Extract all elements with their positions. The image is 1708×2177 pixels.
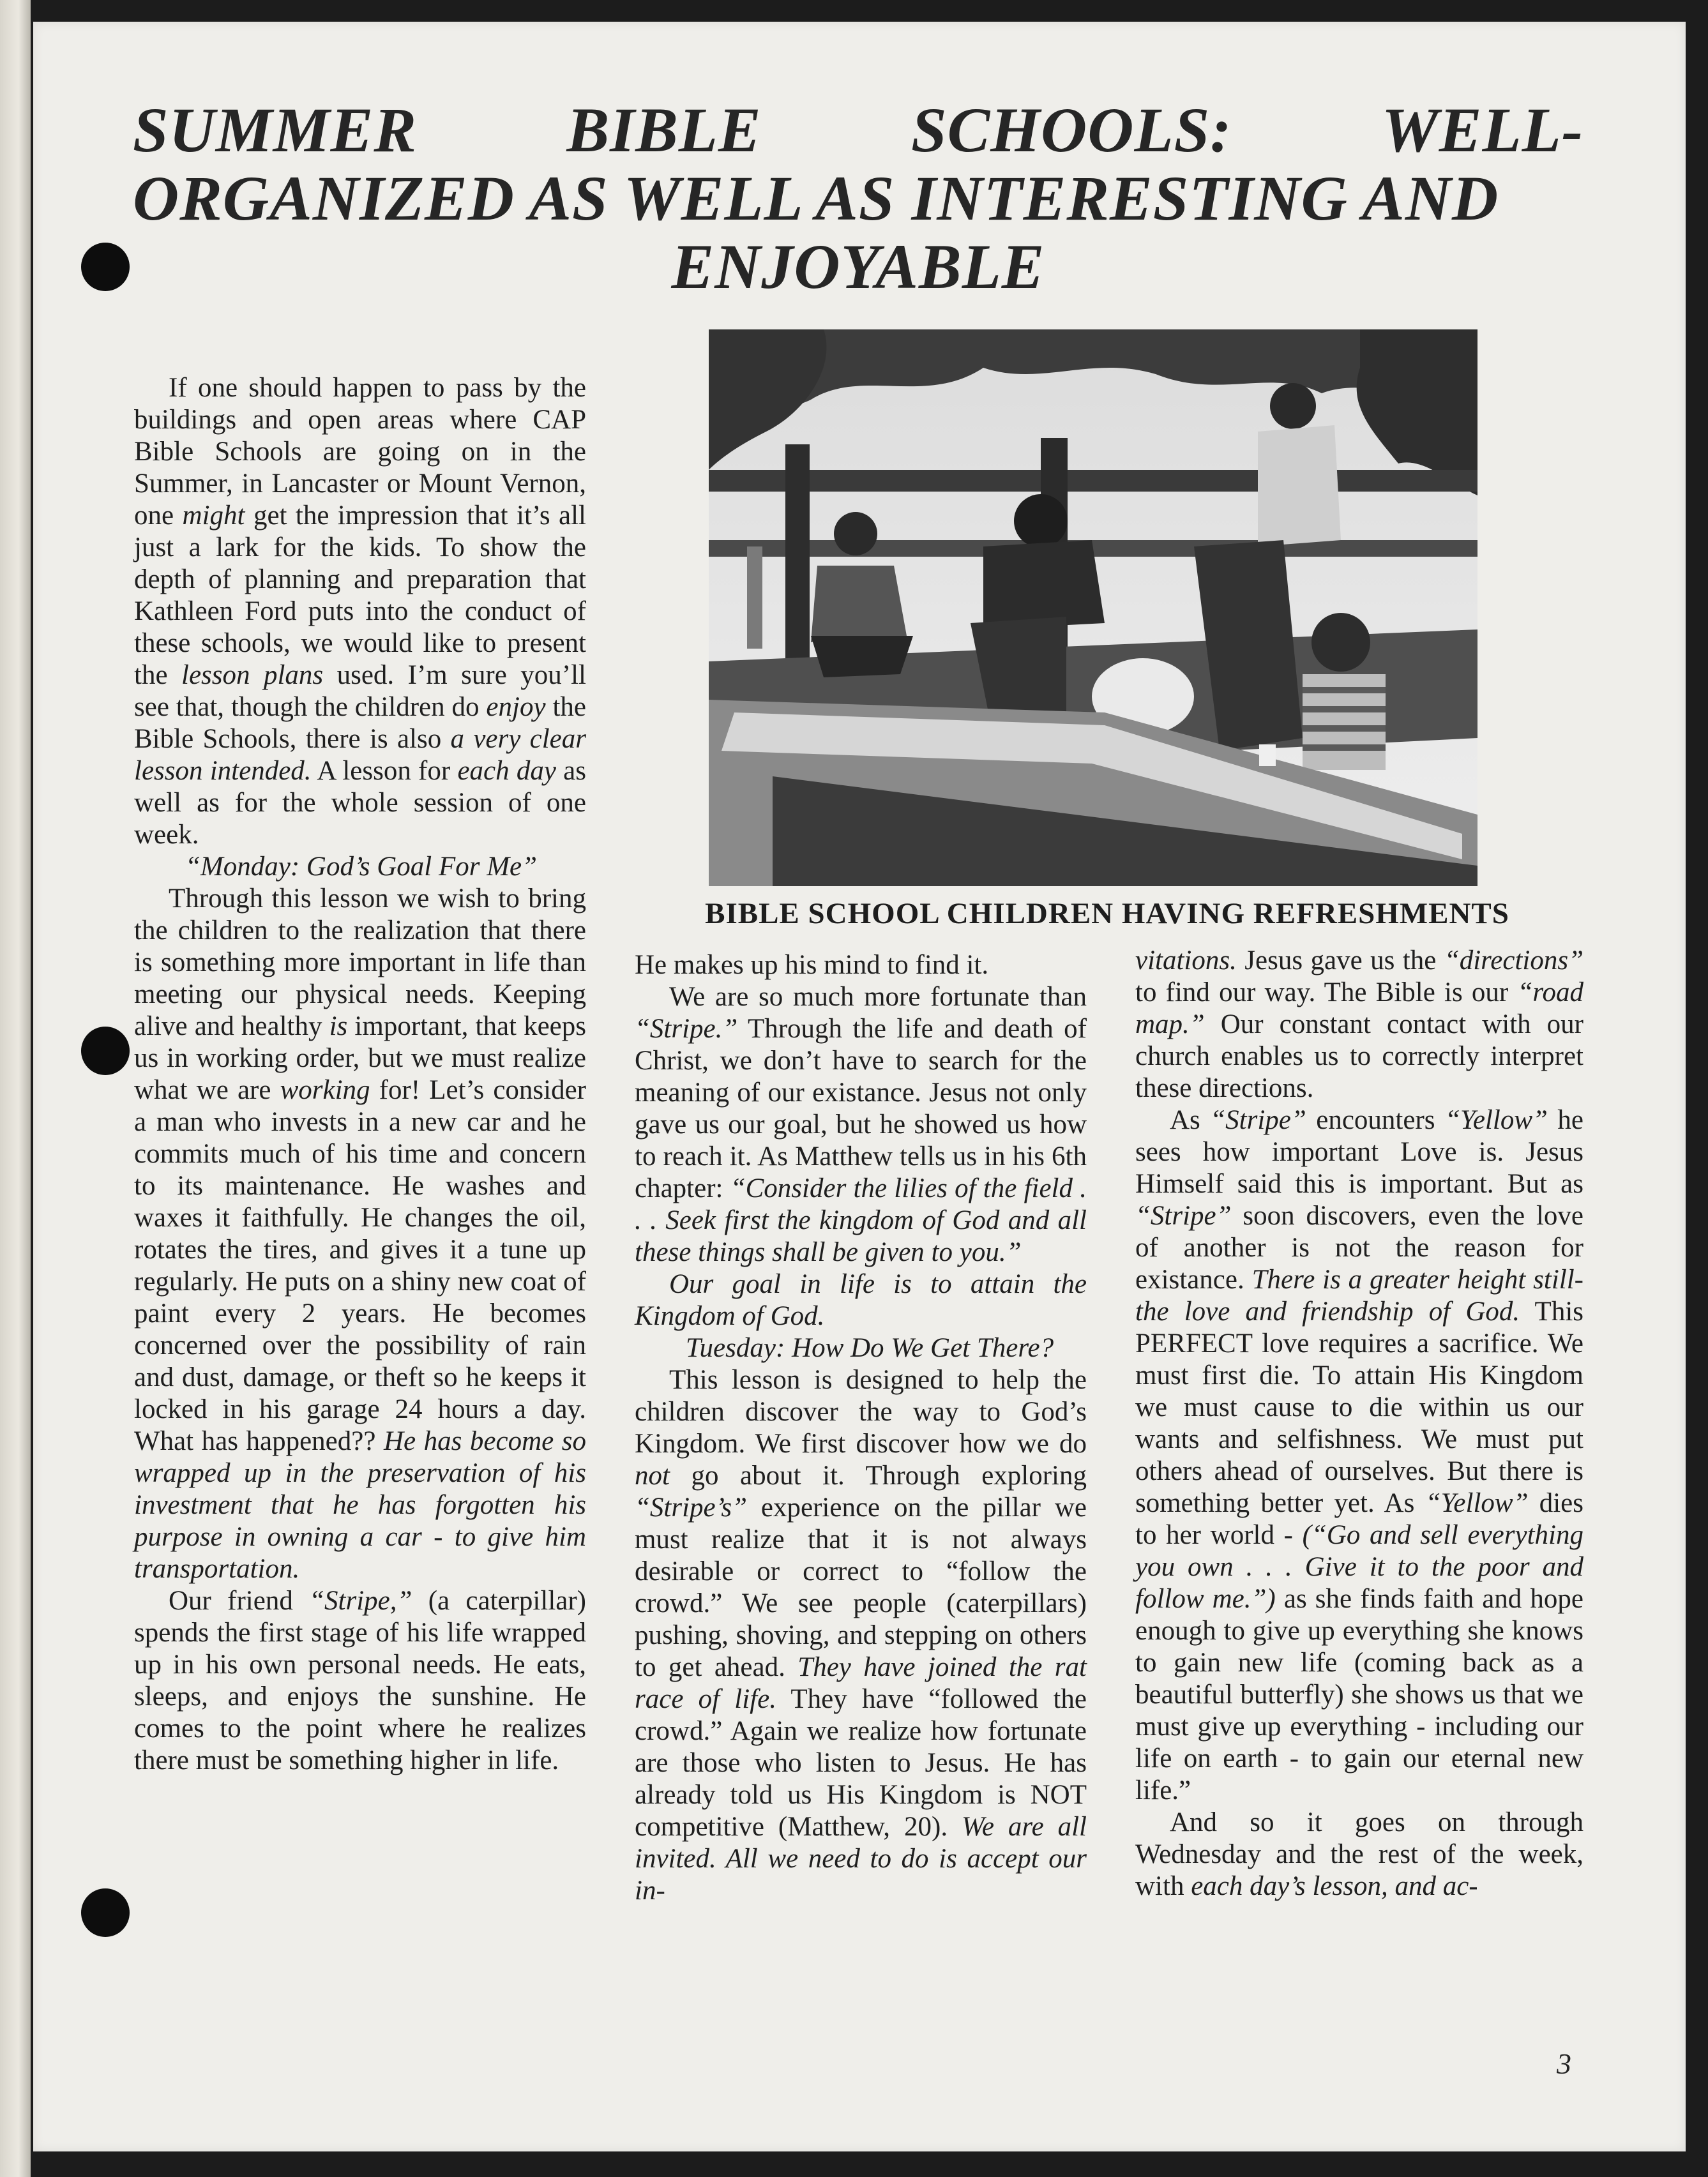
emphasis-text: (“Go and sell everything you own . . . Give it to the poor and follow me.”) [1135, 1520, 1583, 1614]
emphasis-text: “road map.” [1135, 977, 1583, 1039]
emphasis-text: “Stripe” [1210, 1105, 1306, 1135]
lesson-subheading [635, 1332, 1087, 1364]
photo-children-refreshments [709, 329, 1477, 886]
photo-image [709, 329, 1477, 886]
article-paragraph [1135, 1807, 1583, 1902]
photo-caption: BIBLE SCHOOL CHILDREN HAVING REFRESHMENTS [705, 897, 1509, 930]
body-text: Through the life and death of Christ, we don’t have to search for the meaning of our existance. Jesus not only gave us our goal, but he showed us how to reach it. As Matthew tells us in his 6th chapter: [635, 1014, 1087, 1203]
body-text: important, that keeps us in working order, but we must realize what we are [134, 1011, 587, 1105]
body-text: experience on the pillar we must realize that it is not always desirable or correct to “follow the crowd.” We see people (caterpillars) pushing, shoving, and stepping on others to get ahead. [635, 1493, 1087, 1682]
article-paragraph [635, 949, 1087, 981]
article-paragraph [134, 1585, 586, 1777]
emphasis-text: might [182, 501, 245, 531]
body-text: get the impression that it’s all just a lark for the kids. To show the depth of planning and preparation that Kathleen Ford puts into the conduct of these schools, we would like to present the [134, 501, 587, 690]
emphasis-text: “Yellow” [1425, 1488, 1529, 1518]
emphasis-text: lesson plans [181, 660, 324, 690]
body-text: Jesus gave us the [1236, 945, 1444, 976]
body-text: as well as for the whole session of one week. [134, 756, 586, 850]
binding-gutter [0, 0, 31, 2177]
article-title [133, 96, 1583, 301]
body-text: If one should happen to pass by the buildings and open areas where CAP Bible Schools are going on in the Summer, in Lancaster or Mount Vernon, one [134, 373, 586, 531]
body-text: As [1170, 1105, 1211, 1135]
body-text: He makes up his mind to find it. [635, 950, 989, 980]
body-text: “Monday: God’s Goal For Me” [185, 852, 538, 882]
body-text: We are so much more fortunate than [669, 982, 1087, 1012]
article-paragraph [635, 1364, 1087, 1907]
body-text: Our friend [169, 1586, 310, 1616]
emphasis-text: not [635, 1461, 670, 1491]
body-text: as she finds faith and hope enough to give up everything she knows to gain new life (coming back as a beautiful butterfly) she shows us that we must give up everything - including our life on earth - to gain our eternal new life.” [1135, 1584, 1583, 1805]
body-text: A lesson for [311, 756, 458, 786]
article-column-1 [134, 372, 586, 1777]
emphasis-text: is [329, 1011, 348, 1041]
title-word: WELL- [1381, 94, 1583, 165]
emphasis-text: We are all invited. All we need to do is accept our in- [635, 1812, 1087, 1906]
emphasis-text: “Stripe’s” [635, 1493, 748, 1523]
emphasis-text: each day’s lesson, and ac- [1191, 1871, 1478, 1901]
body-text: to find our way. The Bible is our [1135, 977, 1518, 1007]
title-line-1 [133, 96, 1583, 164]
emphasis-text: working [280, 1075, 370, 1105]
emphasis-text: a very clear lesson intended. [134, 724, 586, 786]
title-word: BIBLE [566, 94, 762, 165]
body-text: Through this lesson we wish to bring the children to the realization that there is something more important in life than meeting our physical needs. Keeping alive and healthy [134, 884, 586, 1041]
body-text: go about it. Through exploring [669, 1461, 1087, 1491]
emphasis-text: “Stripe.” [635, 1014, 738, 1044]
body-text: the Bible Schools, there is also [134, 692, 586, 754]
punch-hole-bottom [81, 1888, 130, 1937]
emphasis-text: enjoy [486, 692, 546, 722]
lesson-subheading [134, 851, 586, 883]
article-column-3 [1135, 945, 1583, 1902]
body-text: soon discovers, even the love of another is not the reason for existance. [1135, 1201, 1583, 1295]
title-word: SUMMER [133, 94, 418, 165]
punch-hole-top [81, 243, 130, 291]
title-word: SCHOOLS: [911, 94, 1232, 165]
body-text: encounters [1306, 1105, 1445, 1135]
title-line-3: ENJOYABLE [671, 231, 1045, 302]
article-paragraph [1135, 1104, 1583, 1807]
body-text: They have “followed the crowd.” Again we realize how fortunate are those who listen to Jesus. He has already told us His Kingdom is NOT competitive (Matthew, 20). [635, 1684, 1087, 1842]
emphasis-text: They have joined the rat race of life. [635, 1652, 1087, 1714]
punch-hole-middle [81, 1027, 130, 1075]
body-text: Our constant contact with our church enables us to correctly interpret these directions. [1135, 1009, 1583, 1103]
emphasis-text: “Stripe” [1135, 1201, 1232, 1231]
article-paragraph [134, 372, 586, 851]
emphasis-text: Our goal in life is to attain the Kingdom of God. [635, 1269, 1087, 1331]
title-line-2: ORGANIZED AS WELL AS INTERESTING AND [133, 163, 1499, 234]
emphasis-text: “Stripe,” [309, 1586, 412, 1616]
emphasis-text: There is a greater height still-the love and friendship of God. [1135, 1265, 1583, 1327]
article-paragraph [635, 981, 1087, 1269]
body-text: This PERFECT love requires a sacrifice. We must first die. To attain His Kingdom we must cause to die within us our wants and selfishness. We must put others ahead of ourselves. But there is something better yet. As [1135, 1297, 1583, 1518]
body-text: dies to her world - [1135, 1488, 1583, 1550]
body-text: (a caterpillar) spends the first stage of his life wrapped up in his own personal needs. He eats, sleeps, and enjoys the sunshine. He comes to the point where he realizes there must be something higher in life. [134, 1586, 586, 1775]
body-text: This lesson is designed to help the children discover the way to God’s Kingdom. We first discover how we do [635, 1365, 1087, 1459]
article-paragraph [134, 883, 586, 1585]
page-number: 3 [1557, 2047, 1571, 2080]
emphasis-text: each day [457, 756, 556, 786]
article-paragraph [635, 1269, 1087, 1332]
emphasis-text: “Yellow” [1444, 1105, 1548, 1135]
article-paragraph [1135, 945, 1583, 1104]
emphasis-text: “directions” [1444, 945, 1583, 976]
article-column-2 [635, 949, 1087, 1907]
emphasis-text: He has become so wrapped up in the preservation of his investment that he has forgotten his purpose in owning a car - to give him transportation. [134, 1426, 586, 1584]
body-text: he sees how important Love is. Jesus Himself said this is important. But as [1135, 1105, 1583, 1199]
emphasis-text: vitations. [1135, 945, 1237, 976]
body-text: Tuesday: How Do We Get There? [686, 1333, 1054, 1363]
body-text: for! Let’s consider a man who invests in a new car and he commits much of his time and concern to its maintenance. He washes and waxes it faithfully. He changes the oil, rotates the tires, and gives it a tune up regularly. He puts on a shiny new coat of paint every 2 years. He becomes concerned over the possibility of rain and dust, damage, or theft so he keeps it locked in his garage 24 hours a day. What has happened?? [134, 1075, 586, 1456]
emphasis-text: “Consider the lilies of the field . . . Seek first the kingdom of God and all these things shall be given to you.” [635, 1173, 1087, 1267]
body-text: used. I’m sure you’ll see that, though the children do [134, 660, 586, 722]
body-text: And so it goes on through Wednesday and the rest of the week, with [1135, 1807, 1583, 1901]
